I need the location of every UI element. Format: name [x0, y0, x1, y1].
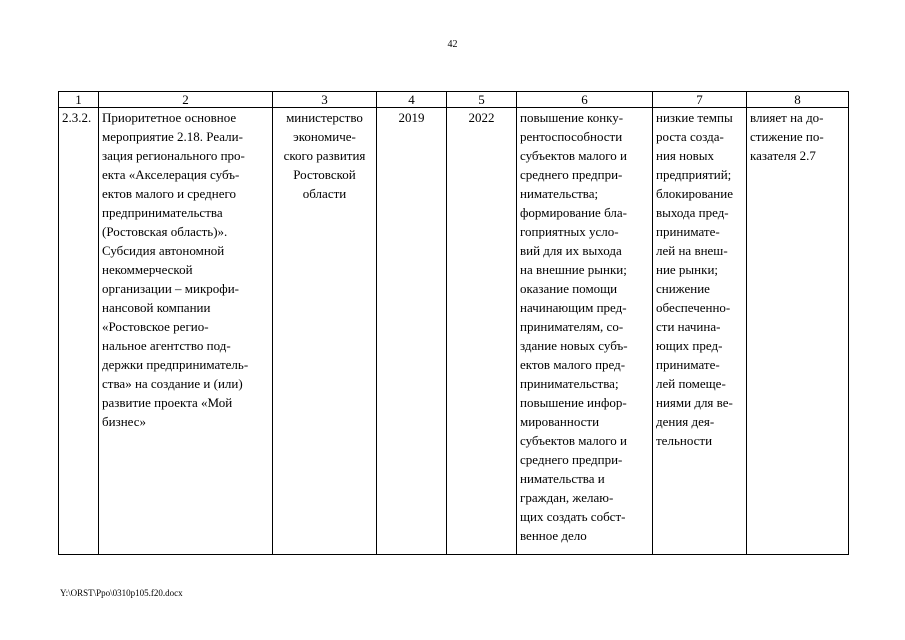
cell-line: субъектов малого и	[520, 433, 627, 448]
item-number-cell	[59, 108, 99, 555]
cell-line: организации – микрофи-	[102, 281, 240, 296]
header-cell: 1	[59, 92, 99, 108]
cell-line: нальное агентство под-	[102, 338, 231, 353]
cell-line: казателя 2.7	[750, 148, 816, 163]
cell-line: бизнес»	[102, 414, 147, 429]
measures-table	[58, 91, 849, 555]
cell-line: Ростовской	[293, 167, 356, 182]
cell-line: на внешние рынки;	[520, 262, 627, 277]
start-year-cell	[377, 108, 447, 555]
cell-line: ниями для ве-	[656, 395, 733, 410]
cell-line: снижение	[656, 281, 710, 296]
cell-line: мероприятие 2.18. Реали-	[102, 129, 243, 144]
cell-line: «Ростовское регио-	[102, 319, 209, 334]
cell-line: 2.3.2.	[62, 110, 92, 125]
cell-line: развитие проекта «Мой	[102, 395, 233, 410]
cell-line: субъектов малого и	[520, 148, 627, 163]
cell-line: блокирование	[656, 186, 733, 201]
cell-line: сти начина-	[656, 319, 721, 334]
cell-line: некоммерческой	[102, 262, 193, 277]
cell-line: ства» на создание и (или)	[102, 376, 243, 391]
cell-line: держки предприниматель-	[102, 357, 249, 372]
header-cell: 5	[447, 92, 517, 108]
header-cell: 7	[653, 92, 747, 108]
cell-line: влияет на до-	[750, 110, 824, 125]
consequences-cell	[653, 108, 747, 555]
cell-line: оказание помощи	[520, 281, 618, 296]
cell-line: министерство	[286, 110, 363, 125]
cell-line: ектов малого и среднего	[102, 186, 237, 201]
cell-line: области	[302, 186, 347, 201]
cell-line: повышение конку-	[520, 110, 624, 125]
cell-line: принимате-	[656, 357, 720, 372]
measure-name-cell	[99, 108, 273, 555]
cell-line: тельности	[656, 433, 713, 448]
cell-line: граждан, желаю-	[520, 490, 614, 505]
cell-line: принимательства;	[520, 376, 619, 391]
header-cell: 3	[273, 92, 377, 108]
cell-line: вий для их выхода	[520, 243, 622, 258]
cell-line: предпринимательства	[102, 205, 223, 220]
cell-line: рентоспособности	[520, 129, 623, 144]
cell-line: лей помеще-	[656, 376, 726, 391]
cell-line: здание новых субъ-	[520, 338, 628, 353]
cell-line: гоприятных усло-	[520, 224, 619, 239]
cell-line: 2022	[468, 110, 495, 125]
table-header-row	[59, 92, 849, 108]
cell-line: венное дело	[520, 528, 587, 543]
cell-line: ского развития	[283, 148, 366, 163]
responsible-executor-cell	[273, 108, 377, 555]
cell-line: Субсидия автономной	[102, 243, 225, 258]
cell-line: роста созда-	[656, 129, 724, 144]
cell-line: зация регионального про-	[102, 148, 245, 163]
cell-line: (Ростовская область)».	[102, 224, 228, 239]
expected-result-cell	[517, 108, 653, 555]
header-cell: 4	[377, 92, 447, 108]
cell-line: обеспеченно-	[656, 300, 731, 315]
cell-line: низкие темпы	[656, 110, 733, 125]
cell-line: лей на внеш-	[656, 243, 728, 258]
header-cell: 6	[517, 92, 653, 108]
cell-line: нимательства и	[520, 471, 605, 486]
table-row	[59, 108, 849, 555]
header-cell: 2	[99, 92, 273, 108]
page-number: 42	[447, 39, 458, 50]
cell-line: ющих пред-	[656, 338, 723, 353]
cell-line: екта «Акселерация субъ-	[102, 167, 240, 182]
cell-line: ния новых	[656, 148, 714, 163]
cell-line: начинающим пред-	[520, 300, 627, 315]
cell-line: среднего предпри-	[520, 452, 623, 467]
cell-line: дения дея-	[656, 414, 715, 429]
cell-line: 2019	[398, 110, 425, 125]
cell-line: принимателям, со-	[520, 319, 624, 334]
indicator-link-cell	[747, 108, 849, 555]
cell-line: экономиче-	[293, 129, 356, 144]
cell-line: выхода пред-	[656, 205, 729, 220]
cell-line: формирование бла-	[520, 205, 627, 220]
cell-line: ние рынки;	[656, 262, 719, 277]
cell-line: нимательства;	[520, 186, 599, 201]
end-year-cell	[447, 108, 517, 555]
cell-line: мированности	[520, 414, 600, 429]
cell-line: нансовой компании	[102, 300, 211, 315]
cell-line: принимате-	[656, 224, 720, 239]
file-path-footer: Y:\ORST\Ppo\0310p105.f20.docx	[60, 588, 183, 598]
cell-line: щих создать собст-	[520, 509, 626, 524]
cell-line: среднего предпри-	[520, 167, 623, 182]
cell-line: Приоритетное основное	[102, 110, 237, 125]
cell-line: предприятий;	[656, 167, 732, 182]
cell-line: ектов малого пред-	[520, 357, 626, 372]
cell-line: стижение по-	[750, 129, 824, 144]
cell-line: повышение инфор-	[520, 395, 627, 410]
header-cell: 8	[747, 92, 849, 108]
